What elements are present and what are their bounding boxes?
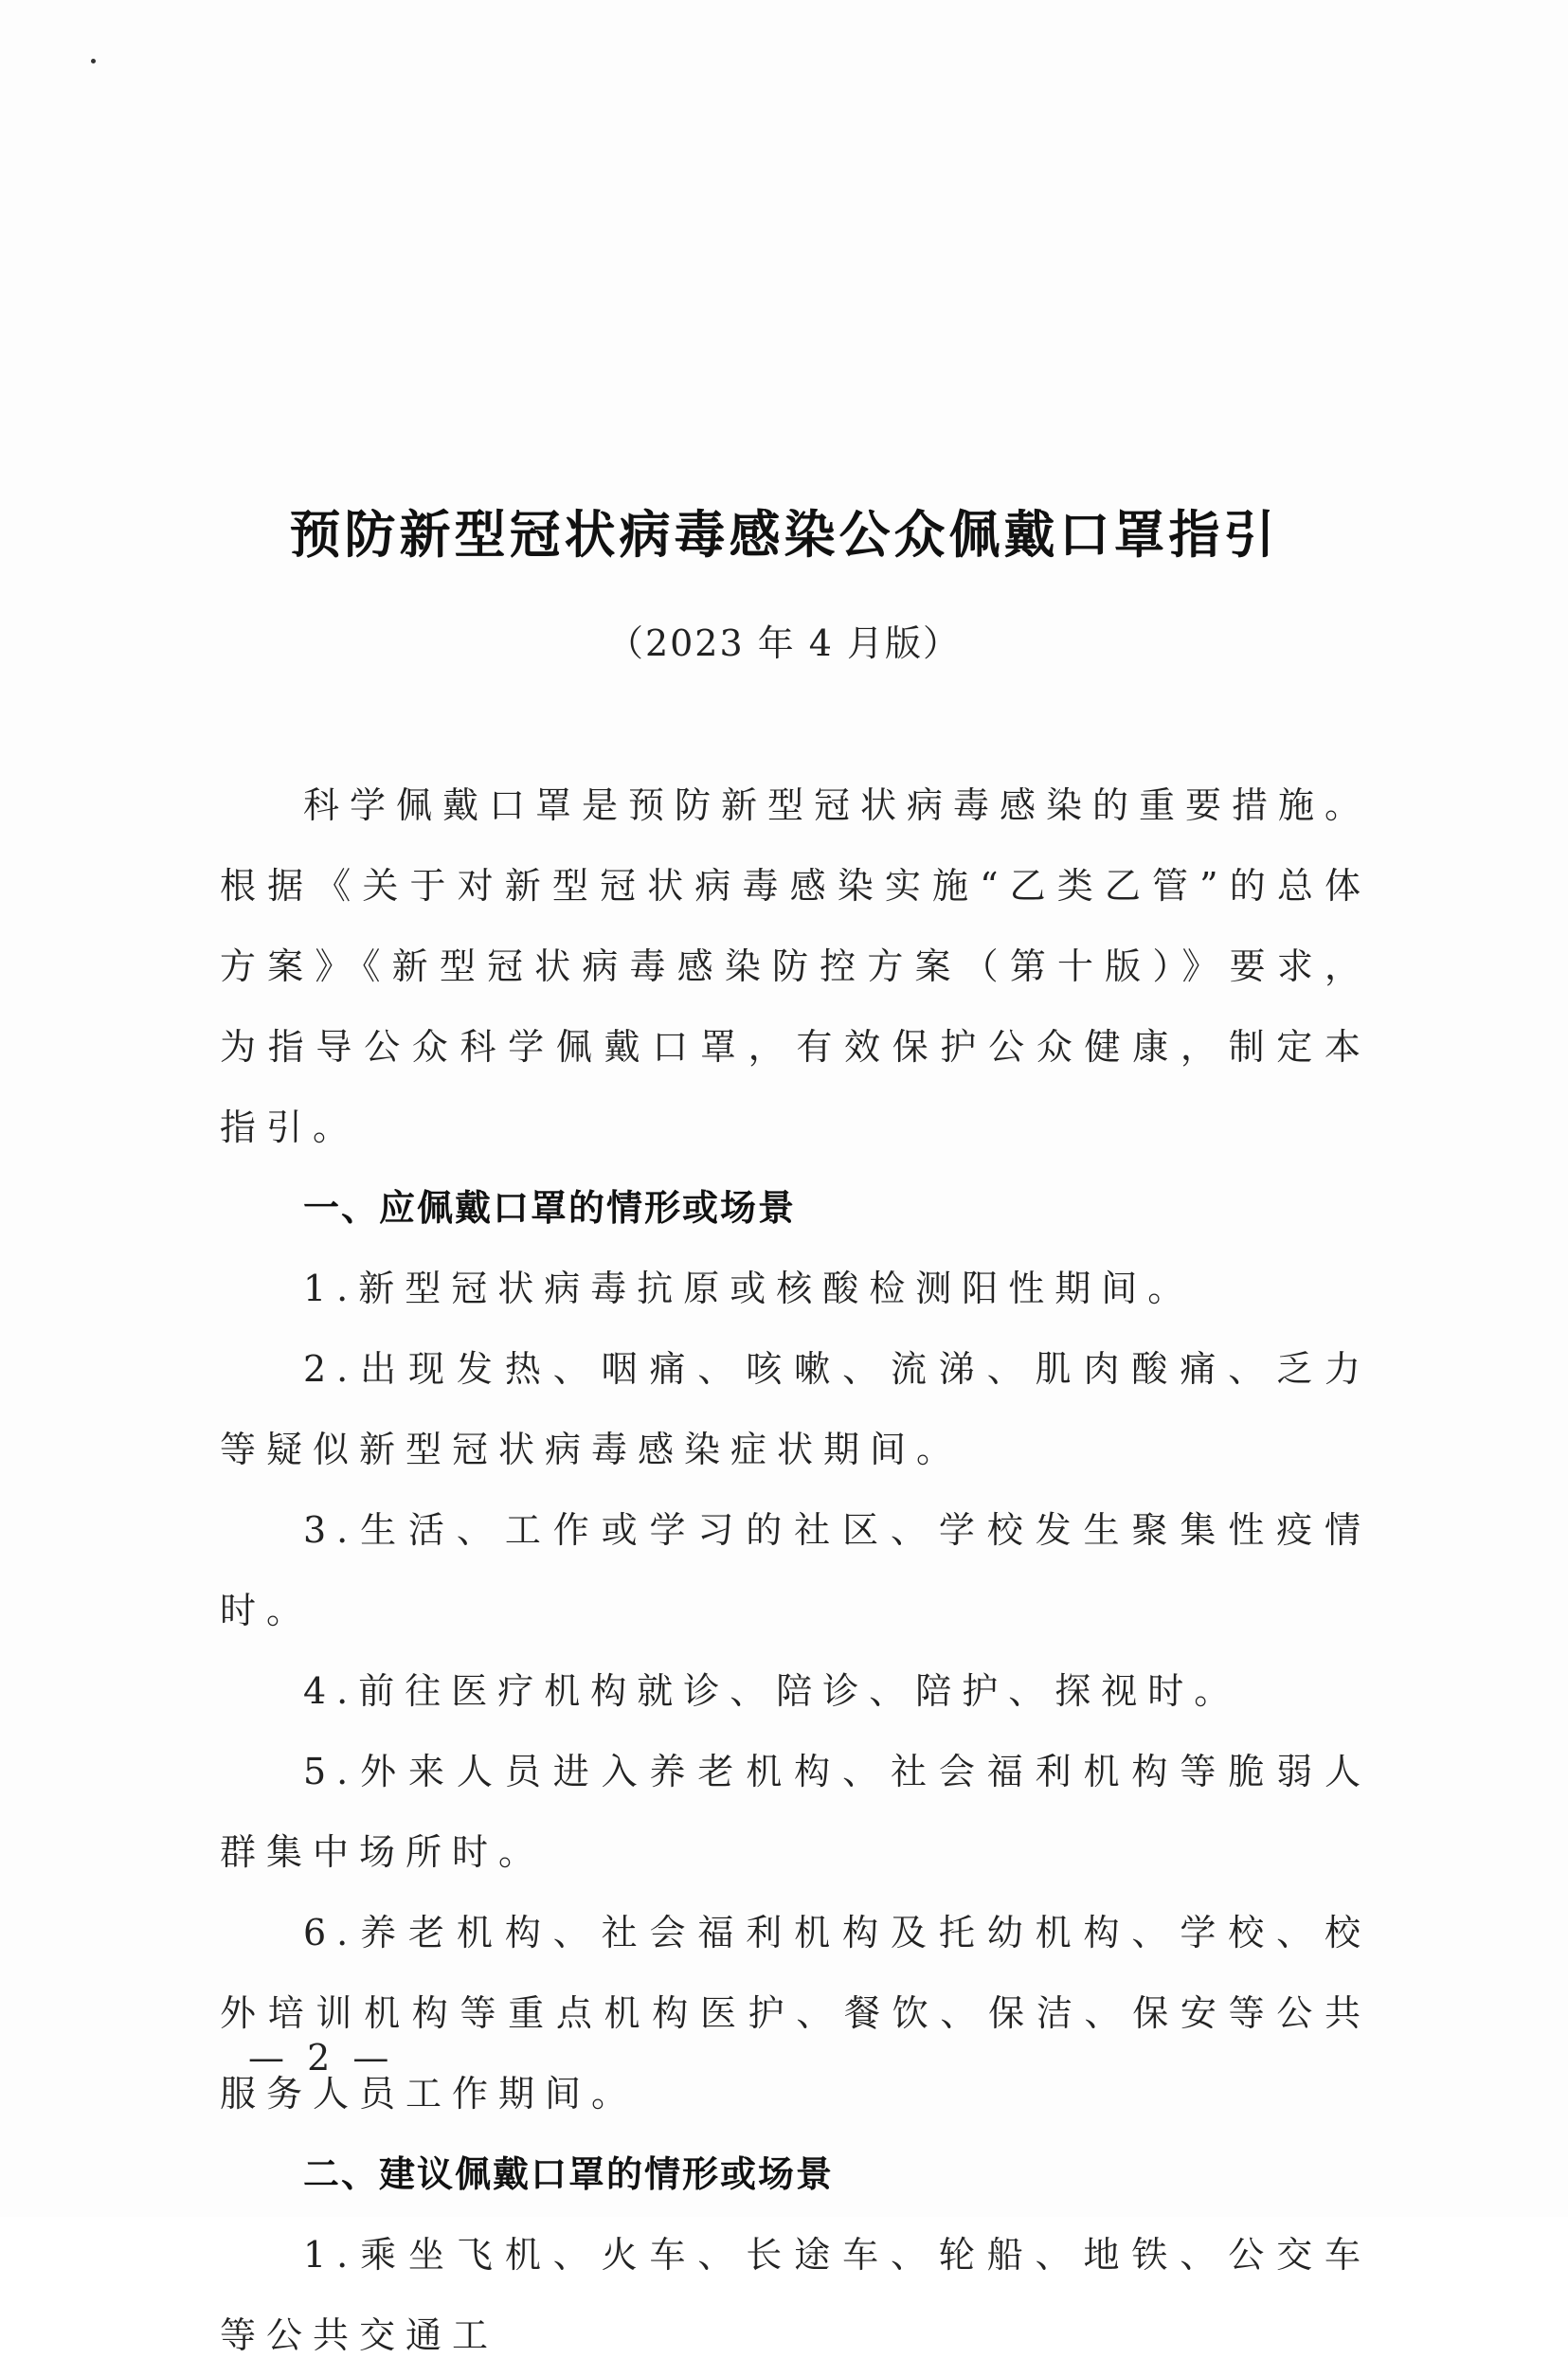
section-1-heading: 一、应佩戴口罩的情形或场景 xyxy=(303,1187,797,1229)
intro-paragraph: 科学佩戴口罩是预防新型冠状病毒感染的重要措施。根据《关于对新型冠状病毒感染实施“乙类乙管”的总体方案》《新型冠状病毒感染防控方案（第十版）》要求，为指导公众科学佩戴口罩，有效保护公众健康，制定本指引。 xyxy=(220,784,1372,1148)
section-1-item-2: 2.出现发热、咽痛、咳嗽、流涕、肌肉酸痛、乏力等疑似新型冠状病毒感染症状期间。 xyxy=(220,1348,1371,1470)
document-subtitle: （2023 年 4 月版） xyxy=(606,622,962,664)
section-2-heading: 二、建议佩戴口罩的情形或场景 xyxy=(303,2153,835,2195)
section-1-item-6: 6.养老机构、社会福利机构及托幼机构、学校、校外培训机构等重点机构医护、餐饮、保洁、保安等公共服务人员工作期间。 xyxy=(220,1912,1371,2115)
page-number: — 2 — xyxy=(248,2037,395,2079)
section-1-item-5: 5.外来人员进入养老机构、社会福利机构等脆弱人群集中场所时。 xyxy=(220,1751,1371,1873)
section-1-item-4: 4.前往医疗机构就诊、陪诊、陪护、探视时。 xyxy=(303,1670,1241,1712)
scan-speck xyxy=(91,59,96,63)
document-title: 预防新型冠状病毒感染公众佩戴口罩指引 xyxy=(289,505,1279,565)
section-1-item-1: 1.新型冠状病毒抗原或核酸检测阳性期间。 xyxy=(303,1268,1195,1309)
document-body xyxy=(220,765,1371,2376)
section-2-item-1: 1.乘坐飞机、火车、长途车、轮船、地铁、公交车等公共交通工 xyxy=(220,2234,1371,2356)
section-1-item-3: 3.生活、工作或学习的社区、学校发生聚集性疫情时。 xyxy=(220,1509,1371,1631)
